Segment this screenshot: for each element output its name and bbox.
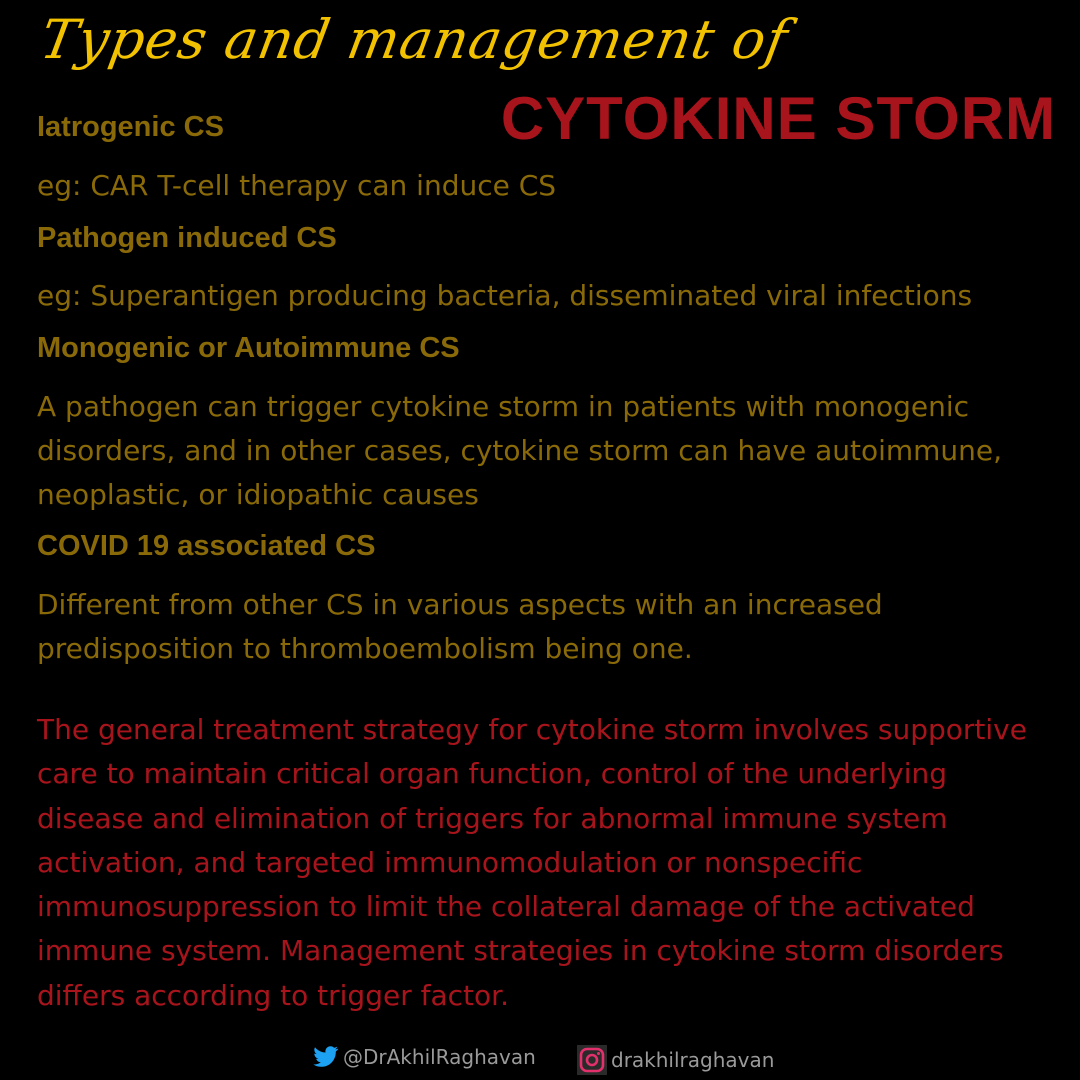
footer xyxy=(0,1045,1080,1079)
main-title: CYTOKINE STORM xyxy=(500,85,1056,152)
section-heading-pathogen: Pathogen induced CS xyxy=(37,222,337,254)
section-description-pathogen: eg: Superantigen producing bacteria, disseminated viral infections xyxy=(37,279,973,312)
section-description-covid: Different from other CS in various aspects with an increased predisposition to thromboembolism being one. xyxy=(37,588,883,665)
section-heading-monogenic: Monogenic or Autoimmune CS xyxy=(37,332,460,364)
twitter-link[interactable] xyxy=(313,1045,536,1069)
twitter-bird-icon xyxy=(313,1046,339,1068)
instagram-icon xyxy=(577,1045,607,1075)
twitter-handle: @DrAkhilRaghavan xyxy=(343,1045,536,1069)
instagram-handle: drakhilraghavan xyxy=(611,1048,775,1072)
treatment-paragraph: The general treatment strategy for cytokine storm involves supportive care to maintain critical organ function, control of the underlying disease and elimination of triggers for abnormal immune system activation, and targeted immunomodulation or nonspecific immunosuppression to limit the collateral damage of the activated immune system. Management strategies in cytokine storm disorders differs according to trigger factor. xyxy=(37,713,1027,1012)
section-heading-iatrogenic: Iatrogenic CS xyxy=(37,111,224,143)
script-title: Types and management of xyxy=(36,8,793,71)
section-heading-covid: COVID 19 associated CS xyxy=(37,530,376,562)
section-description-iatrogenic: eg: CAR T-cell therapy can induce CS xyxy=(37,169,557,202)
instagram-link[interactable] xyxy=(577,1045,774,1075)
section-description-monogenic: A pathogen can trigger cytokine storm in patients with monogenic disorders, and in other cases, cytokine storm can have autoimmune, neoplastic, or idiopathic causes xyxy=(37,390,1003,511)
